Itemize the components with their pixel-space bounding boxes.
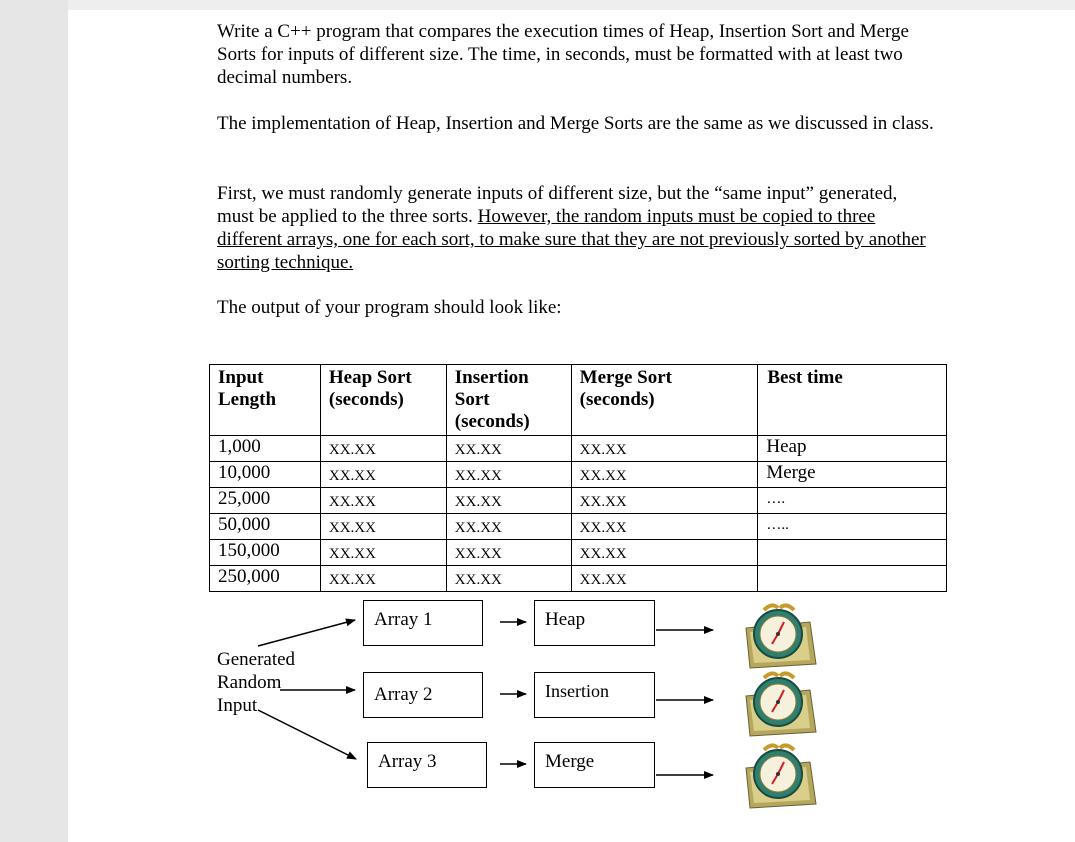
table-row [210, 514, 947, 540]
cell-insertion-time: XX.XX [446, 540, 571, 566]
cell-best-time [758, 566, 947, 592]
insertion-sort-box [534, 672, 655, 718]
header-best-time [758, 365, 947, 436]
cell-input-length: 50,000 [210, 514, 321, 540]
cell-heap-time: XX.XX [320, 436, 446, 462]
cell-input-length: 10,000 [210, 462, 321, 488]
header-heap-sort [320, 365, 446, 436]
cell-merge-time: XX.XX [571, 514, 758, 540]
heap-sort-label: Heap [545, 609, 586, 630]
header-line: Best time [767, 367, 843, 388]
random-input-underlined-text: However, the random inputs must be copied to three different arrays, one for each sort, to make sure that they are not previously sorted by another sorting technique. [217, 206, 926, 273]
table-row [210, 488, 947, 514]
paragraph-random-input [217, 182, 937, 274]
cell-insertion-time: XX.XX [446, 462, 571, 488]
alarm-clock-icon [740, 598, 818, 670]
cell-insertion-time: XX.XX [446, 514, 571, 540]
heap-sort-box [534, 600, 655, 646]
array-3-box [367, 742, 487, 788]
table-row [210, 540, 947, 566]
header-input-length [210, 365, 321, 436]
paragraph-implementation: The implementation of Heap, Insertion and Merge Sorts are the same as we discussed in class. [217, 113, 934, 134]
source-label-line: Input [217, 695, 258, 716]
insertion-sort-label: Insertion [545, 681, 609, 701]
arrow-source-to-array1 [258, 620, 355, 646]
cell-input-length: 25,000 [210, 488, 321, 514]
header-line: (seconds) [328, 389, 404, 410]
cell-insertion-time: XX.XX [446, 488, 571, 514]
cell-heap-time: XX.XX [320, 514, 446, 540]
cell-merge-time: XX.XX [571, 566, 758, 592]
merge-sort-box [534, 742, 655, 788]
cell-heap-time: XX.XX [320, 540, 446, 566]
cell-heap-time: XX.XX [320, 566, 446, 592]
table-row [210, 566, 947, 592]
array-3-label: Array 3 [378, 751, 437, 772]
results-table [209, 364, 947, 592]
array-2-box [363, 672, 483, 718]
cell-best-time: …. [758, 488, 947, 514]
random-input-text: First, we must randomly generate inputs of different size, but the “same input” generated, must be applied to the three sorts. [217, 183, 898, 227]
header-line: Insertion [454, 367, 529, 388]
cell-merge-time: XX.XX [571, 540, 758, 566]
cell-merge-time: XX.XX [571, 462, 758, 488]
header-merge-sort [571, 365, 758, 436]
array-1-label: Array 1 [374, 609, 433, 630]
cell-input-length: 150,000 [210, 540, 321, 566]
array-2-label: Array 2 [374, 684, 433, 705]
cell-merge-time: XX.XX [571, 488, 758, 514]
table-row [210, 436, 947, 462]
merge-sort-label: Merge [545, 751, 595, 772]
cell-insertion-time: XX.XX [446, 566, 571, 592]
header-line: (seconds) [579, 389, 655, 410]
paragraph-task: Write a C++ program that compares the execution times of Heap, Insertion Sort and Merge Sorts for inputs of different size. The time, in seconds, must be formatted with at least two decimal numbers. [217, 21, 909, 88]
arrow-source-to-array3 [258, 710, 356, 759]
cell-merge-time: XX.XX [571, 436, 758, 462]
table-row [210, 462, 947, 488]
table-header-row [210, 365, 947, 436]
header-line: Input [218, 367, 264, 388]
cell-insertion-time: XX.XX [446, 436, 571, 462]
viewer-top-strip [0, 0, 1075, 10]
generated-random-input-label [217, 648, 295, 717]
header-line: Merge Sort [579, 367, 672, 388]
paragraph-output-intro: The output of your program should look like: [217, 297, 562, 318]
header-line: Length [218, 389, 277, 410]
cell-heap-time: XX.XX [320, 462, 446, 488]
cell-best-time: Heap [758, 436, 947, 462]
header-line: Heap Sort [328, 367, 412, 388]
alarm-clock-icon [740, 738, 818, 810]
cell-best-time: ….. [758, 514, 947, 540]
source-label-line: Random [217, 672, 282, 693]
document-page [68, 10, 1075, 842]
viewer-left-gutter [0, 0, 68, 842]
header-line: Sort [454, 389, 490, 410]
header-line: (seconds) [454, 411, 530, 432]
cell-input-length: 250,000 [210, 566, 321, 592]
source-label-line: Generated [217, 649, 296, 670]
cell-best-time [758, 540, 947, 566]
cell-heap-time: XX.XX [320, 488, 446, 514]
cell-best-time: Merge [758, 462, 947, 488]
cell-input-length: 1,000 [210, 436, 321, 462]
header-insertion-sort [446, 365, 571, 436]
array-1-box [363, 600, 483, 646]
alarm-clock-icon [740, 666, 818, 738]
